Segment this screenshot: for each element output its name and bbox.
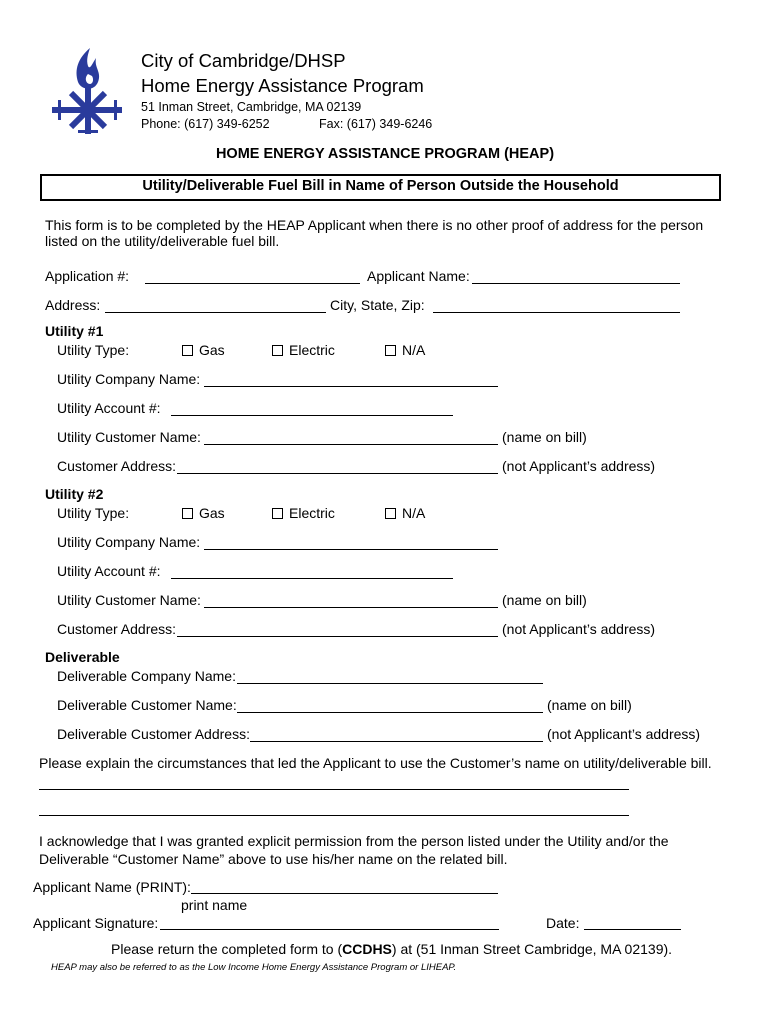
deliverable-customer-label: Deliverable Customer Name: bbox=[57, 697, 237, 713]
utility-2-gas-option[interactable] bbox=[182, 505, 225, 521]
applicant-name-label: Applicant Name: bbox=[367, 268, 470, 284]
utility-1-account-field[interactable] bbox=[171, 415, 453, 416]
checkbox-icon[interactable] bbox=[385, 345, 396, 356]
utility-1-type-label: Utility Type: bbox=[57, 342, 130, 358]
print-name-label: Applicant Name (PRINT): bbox=[33, 879, 191, 895]
utility-2-company-field[interactable] bbox=[204, 549, 498, 550]
date-label: Date: bbox=[546, 915, 580, 931]
utility-1-cust-address-label: Customer Address: bbox=[57, 458, 177, 474]
print-name-hint: print name bbox=[181, 897, 248, 913]
explain-line-1[interactable] bbox=[39, 789, 629, 790]
city-state-zip-label: City, State, Zip: bbox=[330, 297, 425, 313]
deliverable-address-field[interactable] bbox=[250, 741, 543, 742]
application-number-field[interactable] bbox=[145, 283, 360, 284]
applicant-name-field[interactable] bbox=[472, 283, 680, 284]
utility-2-heading: Utility #2 bbox=[45, 486, 104, 502]
city-state-zip-field[interactable] bbox=[433, 312, 680, 313]
utility-1-na-option[interactable] bbox=[385, 342, 425, 358]
program-name: Home Energy Assistance Program bbox=[141, 75, 424, 96]
deliverable-company-label: Deliverable Company Name: bbox=[57, 668, 236, 684]
explain-prompt: Please explain the circumstances that led the Applicant to use the Customer’s name on utility/deliverable bill. bbox=[39, 755, 712, 771]
utility-1-company-field[interactable] bbox=[204, 386, 498, 387]
utility-1-gas-option[interactable] bbox=[182, 342, 225, 358]
checkbox-icon[interactable] bbox=[182, 508, 193, 519]
utility-2-type-label: Utility Type: bbox=[57, 505, 130, 521]
print-name-field[interactable] bbox=[191, 893, 498, 894]
utility-1-customer-field[interactable] bbox=[204, 444, 498, 445]
utility-2-account-label: Utility Account #: bbox=[57, 563, 161, 579]
signature-label: Applicant Signature: bbox=[33, 915, 159, 931]
utility-2-company-label: Utility Company Name: bbox=[57, 534, 201, 550]
org-name: City of Cambridge/DHSP bbox=[141, 50, 346, 71]
utility-1-electric-option[interactable] bbox=[272, 342, 335, 358]
utility-2-cust-address-label: Customer Address: bbox=[57, 621, 177, 637]
form-title: HOME ENERGY ASSISTANCE PROGRAM (HEAP) bbox=[215, 146, 555, 162]
intro-line-1: This form is to be completed by the HEAP Applicant when there is no other proof of address for the person bbox=[45, 217, 704, 233]
option-label: Electric bbox=[289, 342, 335, 358]
option-label: Electric bbox=[289, 505, 335, 521]
intro-line-2: listed on the utility/deliverable fuel bill. bbox=[45, 233, 280, 249]
address-field[interactable] bbox=[105, 312, 326, 313]
application-number-label: Application #: bbox=[45, 268, 130, 284]
checkbox-icon[interactable] bbox=[272, 345, 283, 356]
deliverable-address-label: Deliverable Customer Address: bbox=[57, 726, 250, 742]
return-note-after: ) at (51 Inman Street Cambridge, MA 02139). bbox=[391, 941, 673, 957]
deliverable-customer-field[interactable] bbox=[237, 712, 543, 713]
utility-1-cust-address-note: (not Applicant’s address) bbox=[502, 458, 656, 474]
checkbox-icon[interactable] bbox=[272, 508, 283, 519]
deliverable-heading: Deliverable bbox=[45, 649, 120, 665]
option-label: N/A bbox=[402, 342, 426, 358]
utility-1-cust-address-field[interactable] bbox=[177, 473, 498, 474]
acknowledge-line-2: Deliverable “Customer Name” above to use his/her name on the related bill. bbox=[39, 851, 508, 867]
return-agency: CCDHS bbox=[342, 941, 392, 957]
fax-number: Fax: (617) 349-6246 bbox=[319, 117, 433, 131]
street-address: 51 Inman Street, Cambridge, MA 02139 bbox=[141, 100, 362, 114]
form-subtitle: Utility/Deliverable Fuel Bill in Name of Person Outside the Household bbox=[142, 178, 619, 194]
utility-2-customer-label: Utility Customer Name: bbox=[57, 592, 201, 608]
option-label: Gas bbox=[199, 342, 225, 358]
utility-2-customer-field[interactable] bbox=[204, 607, 498, 608]
footnote: HEAP may also be referred to as the Low Income Home Energy Assistance Program or LIHEAP. bbox=[51, 962, 457, 973]
deliverable-address-note: (not Applicant’s address) bbox=[547, 726, 701, 742]
acknowledge-line-1: I acknowledge that I was granted explicit permission from the person listed under the Utility and/or the bbox=[39, 833, 669, 849]
utility-1-customer-note: (name on bill) bbox=[502, 429, 587, 445]
utility-2-electric-option[interactable] bbox=[272, 505, 335, 521]
utility-2-customer-note: (name on bill) bbox=[502, 592, 587, 608]
utility-1-heading: Utility #1 bbox=[45, 323, 104, 339]
return-note bbox=[111, 941, 672, 957]
utility-2-account-field[interactable] bbox=[171, 578, 453, 579]
utility-2-na-option[interactable] bbox=[385, 505, 425, 521]
checkbox-icon[interactable] bbox=[182, 345, 193, 356]
option-label: N/A bbox=[402, 505, 426, 521]
dhsp-logo bbox=[48, 44, 126, 136]
checkbox-icon[interactable] bbox=[385, 508, 396, 519]
utility-2-cust-address-note: (not Applicant’s address) bbox=[502, 621, 656, 637]
address-label: Address: bbox=[45, 297, 101, 313]
explain-line-2[interactable] bbox=[39, 815, 629, 816]
deliverable-company-field[interactable] bbox=[237, 683, 543, 684]
utility-1-account-label: Utility Account #: bbox=[57, 400, 161, 416]
utility-2-cust-address-field[interactable] bbox=[177, 636, 498, 637]
option-label: Gas bbox=[199, 505, 225, 521]
phone-number: Phone: (617) 349-6252 bbox=[141, 117, 270, 131]
utility-1-company-label: Utility Company Name: bbox=[57, 371, 201, 387]
utility-1-customer-label: Utility Customer Name: bbox=[57, 429, 201, 445]
date-field[interactable] bbox=[584, 929, 681, 930]
return-note-before: Please return the completed form to ( bbox=[111, 941, 343, 957]
signature-field[interactable] bbox=[160, 929, 499, 930]
deliverable-customer-note: (name on bill) bbox=[547, 697, 632, 713]
